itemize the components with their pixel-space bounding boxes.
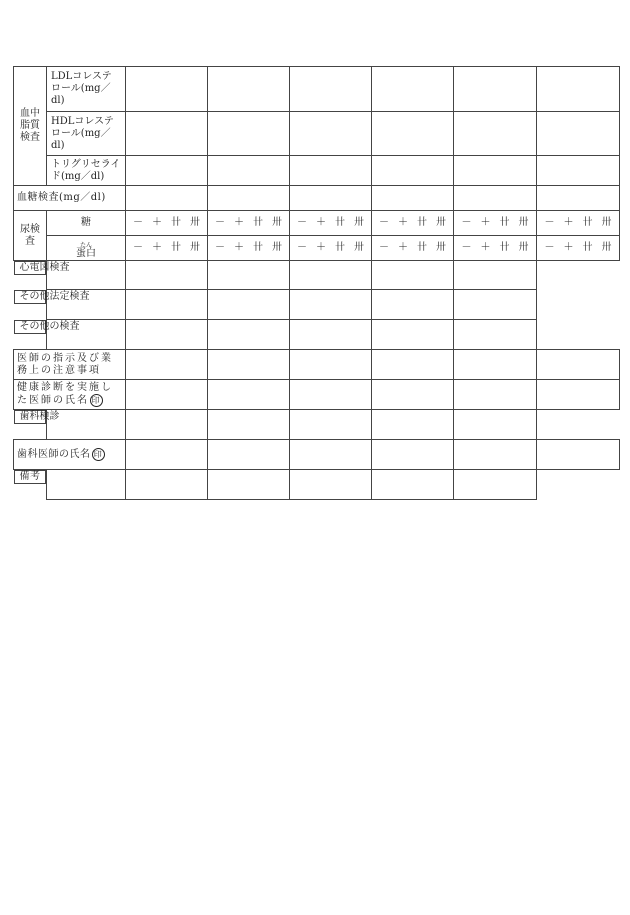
cell[interactable] [290,410,372,440]
cell[interactable] [208,186,290,211]
urine-scale-cell[interactable] [454,236,537,261]
urine-scale-mark: 卄 [253,242,263,253]
urine-scale-mark: － [379,242,389,253]
cell[interactable] [454,290,537,320]
urine-scale-mark: ＋ [398,217,408,228]
ecg-label [14,261,70,275]
urine-scale-mark: ＋ [480,242,491,253]
urine-scale-mark: 卅 [436,242,446,253]
cell[interactable] [454,470,537,500]
cell[interactable] [126,410,208,440]
instructions-label: 医師の指示及び業務上の注意事項 [14,350,126,380]
row-ecg [14,261,620,290]
label-char: 他 [39,320,50,332]
row-other [14,320,620,350]
label-char: 心 [19,262,30,273]
cell[interactable] [208,380,290,410]
health-record-table [13,66,620,500]
label-char: 検 [69,290,80,302]
urine-scale-cell[interactable] [126,236,208,261]
cell[interactable] [126,350,208,380]
label-char: 定 [59,290,70,302]
urine-scale-mark: － [544,217,555,228]
urine-scale-mark: 卄 [417,217,427,228]
row-instructions [14,350,620,380]
urine-scale-mark: ＋ [152,242,162,253]
cell[interactable] [290,156,372,186]
urine-scale-cell[interactable] [454,211,537,236]
cell[interactable] [290,380,372,410]
cell[interactable] [372,290,454,320]
cell[interactable] [126,186,208,211]
urine-scale-mark: 卅 [601,217,612,228]
cell[interactable] [454,320,537,350]
urine-scale-mark: － [461,242,472,253]
doctor-name-text: 健康診断を実施した医師の氏名 [17,382,113,406]
urine-scale-mark: － [297,242,307,253]
urine-sugar-label: 糖 [47,211,126,236]
urine-scale-cell[interactable] [208,211,290,236]
urine-scale-mark: 卅 [354,217,364,228]
dentist-name-label [14,440,126,470]
urine-scale-cell[interactable] [208,236,290,261]
cell[interactable] [290,67,372,112]
cell[interactable] [126,261,208,290]
urine-scale-mark: 卄 [335,242,345,253]
cell[interactable] [372,320,454,350]
cell[interactable] [372,380,454,410]
urine-scale-mark: 卄 [417,242,427,253]
urine-scale-mark: 卅 [601,242,612,253]
row-blood-sugar [14,186,620,211]
cell[interactable] [537,156,620,186]
lipid-group-label [14,67,47,186]
cell[interactable] [126,67,208,112]
cell[interactable] [126,112,208,156]
urine-scale-mark: － [133,242,143,253]
cell[interactable] [537,380,620,410]
urine-scale-mark: ＋ [316,242,326,253]
label-char: 査 [59,262,70,273]
label-char: 査 [79,290,90,302]
doctor-name-label [14,380,126,410]
row-urine-protein [14,236,620,261]
label-char: 備 [19,471,30,482]
urine-scale-cell[interactable] [126,211,208,236]
urine-scale-cell[interactable] [290,211,372,236]
urine-scale-mark: ＋ [316,217,326,228]
label-char: 考 [30,471,40,482]
label-char: 検 [39,411,50,422]
cell[interactable] [454,112,537,156]
urine-scale-cell[interactable] [537,211,620,236]
cell[interactable] [208,261,290,290]
urine-scale-mark: ＋ [398,242,408,253]
cell[interactable] [208,350,290,380]
tg-label: トリグリセライド(mg／dl) [47,156,126,186]
urine-scale-mark: － [215,217,225,228]
urine-scale-mark: 卅 [272,242,282,253]
row-doctor-name [14,380,620,410]
urine-scale-mark: 卅 [518,217,529,228]
hdl-label: HDLコレステロール(mg／dl) [47,112,126,156]
cell[interactable] [126,380,208,410]
urine-scale-mark: 卅 [436,217,446,228]
cell[interactable] [290,350,372,380]
cell[interactable] [454,350,537,380]
row-tg [14,156,620,186]
cell[interactable] [372,156,454,186]
urine-scale-cell[interactable] [537,236,620,261]
label-char: 診 [49,411,60,422]
cell[interactable] [372,261,454,290]
cell[interactable] [454,67,537,112]
urine-scale-mark: － [379,217,389,228]
cell[interactable] [372,112,454,156]
protein-text: 蛋白 [76,247,96,259]
cell[interactable] [126,470,208,500]
label-char: の [29,290,40,302]
cell[interactable] [454,261,537,290]
urine-scale-mark: － [133,217,143,228]
cell[interactable] [537,186,620,211]
urine-scale-mark: 卄 [499,217,510,228]
urine-scale-cell[interactable] [290,236,372,261]
cell[interactable] [290,186,372,211]
other-legal-label [14,290,90,304]
urine-scale-mark: 卅 [190,242,200,253]
cell[interactable] [126,290,208,320]
label-char: 科 [29,411,40,422]
urine-scale-mark: － [297,217,307,228]
cell[interactable] [126,320,208,350]
urine-scale-mark: 卄 [171,242,181,253]
dentist-name-text: 歯科医師の氏名 [17,449,91,460]
urine-scale-mark: ＋ [480,217,491,228]
cell[interactable] [208,112,290,156]
blood-sugar-label: 血糖検査(mg／dl) [14,186,126,211]
cell[interactable] [208,440,290,470]
cell[interactable] [208,470,290,500]
cell[interactable] [290,320,372,350]
urine-scale-mark: ＋ [234,217,244,228]
label-char: の [29,320,40,332]
cell[interactable] [537,67,620,112]
urine-scale-mark: － [461,217,472,228]
cell[interactable] [290,112,372,156]
label-char: 電 [29,262,40,273]
label-char: そ [19,320,30,332]
row-ldl [14,67,620,112]
label-char: 検 [59,320,70,332]
urine-scale-mark: 卄 [253,217,263,228]
label-char: そ [19,290,30,302]
cell[interactable] [537,112,620,156]
cell[interactable] [126,440,208,470]
cell[interactable] [372,410,454,440]
cell[interactable] [372,350,454,380]
urine-scale-mark: － [215,242,225,253]
cell[interactable] [372,440,454,470]
row-hdl [14,112,620,156]
row-remarks [14,470,620,500]
cell[interactable] [454,440,537,470]
row-dental [14,410,620,440]
urine-protein-label [47,236,126,261]
urine-scale-cell[interactable] [372,211,454,236]
protein-ruby: たん [79,241,92,249]
label-char: 査 [69,320,80,332]
ldl-label: LDLコレステロール(mg／dl) [47,67,126,112]
remarks-label [14,470,47,484]
label-char: 歯 [19,411,30,422]
cell[interactable] [290,440,372,470]
group-label-text: 尿検 査 [20,223,40,247]
cell[interactable] [47,470,126,500]
seal-mark: 印 [92,448,105,461]
label-char: 検 [49,262,60,273]
urine-scale-mark: 卅 [518,242,529,253]
urine-scale-mark: 卄 [171,217,181,228]
label-char: 図 [39,262,50,273]
urine-scale-mark: 卄 [582,242,593,253]
seal-mark: 印 [91,396,102,405]
cell[interactable] [372,67,454,112]
urine-scale-mark: 卅 [354,242,364,253]
cell[interactable] [537,440,620,470]
cell[interactable] [537,350,620,380]
urine-scale-mark: 卄 [582,217,593,228]
cell[interactable] [208,156,290,186]
cell[interactable] [454,156,537,186]
urine-group-label [14,211,47,261]
cell[interactable] [290,261,372,290]
urine-scale-mark: ＋ [152,217,162,228]
urine-scale-mark: ＋ [563,242,574,253]
cell[interactable] [454,186,537,211]
cell[interactable] [208,290,290,320]
label-char: 法 [49,290,60,302]
urine-scale-mark: 卅 [272,217,282,228]
cell[interactable] [208,67,290,112]
urine-scale-mark: ＋ [234,242,244,253]
label-char: 他 [39,290,50,302]
cell[interactable] [454,410,537,440]
row-urine-sugar [14,211,620,236]
urine-scale-mark: ＋ [563,217,574,228]
urine-scale-cell[interactable] [372,236,454,261]
dental-label [14,410,60,424]
cell[interactable] [290,290,372,320]
urine-scale-mark: 卄 [335,217,345,228]
urine-scale-mark: 卅 [190,217,200,228]
cell[interactable] [372,186,454,211]
urine-scale-mark: 卄 [499,242,510,253]
other-label [14,320,80,334]
row-dentist-name [14,440,620,470]
cell[interactable] [454,380,537,410]
cell[interactable] [208,320,290,350]
cell[interactable] [372,470,454,500]
cell[interactable] [126,156,208,186]
group-label-text: 血中 脂質 検査 [20,108,40,143]
urine-scale-mark: － [544,242,555,253]
cell[interactable] [290,470,372,500]
label-char: の [49,320,60,332]
row-other-legal [14,290,620,320]
cell[interactable] [208,410,290,440]
